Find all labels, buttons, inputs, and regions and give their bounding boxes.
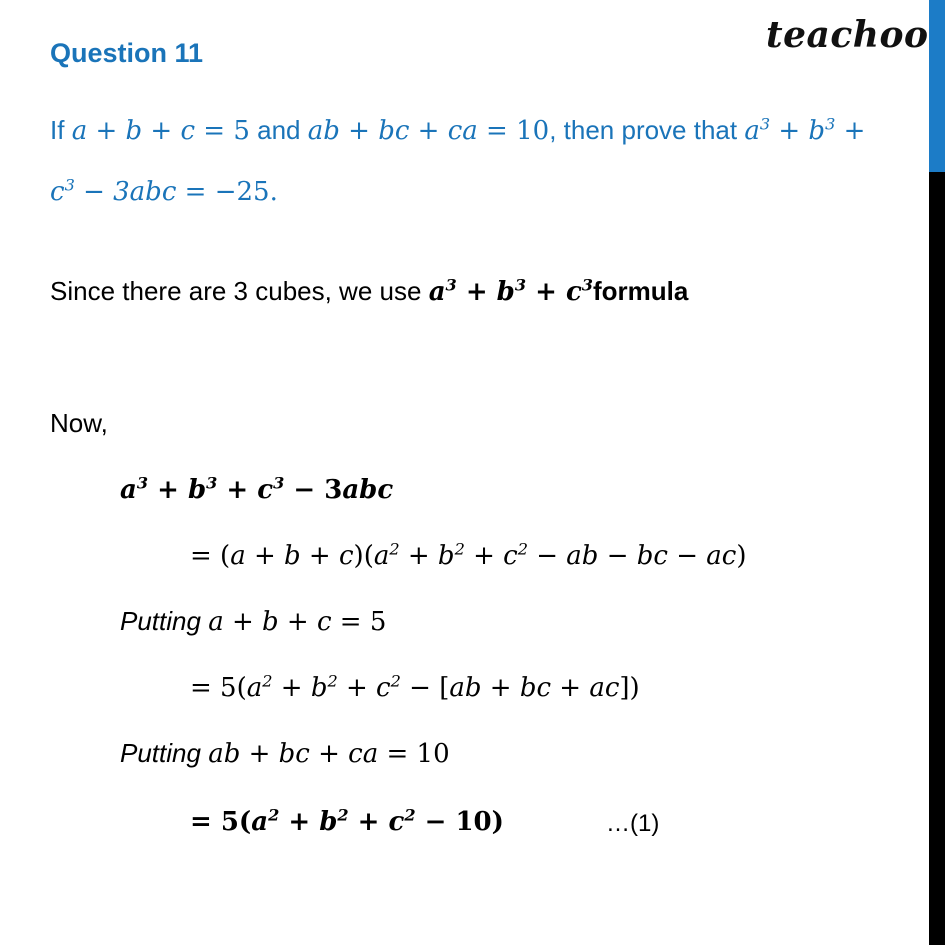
- putting-label-2: Putting: [120, 738, 201, 768]
- scrollbar-thumb[interactable]: [929, 0, 945, 172]
- math-sum-equation: a + b + c =: [71, 116, 234, 146]
- teachoo-logo: teachoo: [766, 14, 929, 56]
- putting-label-1: Putting: [120, 606, 201, 636]
- question-title: Question 11: [50, 38, 204, 68]
- math-target-identity: $a^3 + b^3 + c^3 - 3abc$ =: [50, 114, 866, 207]
- question-if: If: [50, 115, 65, 145]
- question-statement: [50, 100, 880, 222]
- math-sum-sub: a + b + c =: [208, 607, 370, 637]
- putting-pair-line: [120, 738, 450, 769]
- math-step-result: = $5(a^2 + b^2 + c^2 - 10)$: [190, 805, 504, 837]
- equation-reference: …(1): [606, 810, 660, 837]
- question-and: and: [257, 115, 301, 145]
- math-cube-sum: $a^3 + b^3 + c^3$: [428, 275, 594, 307]
- intro-text: Since there are 3 cubes, we use: [50, 276, 422, 306]
- math-step-factored: = $(a + b + c)(a^2 + b^2 + c^2$ − ab − bc − ac): [190, 539, 747, 571]
- math-step-substituted: = $5(a^2 + b^2 + c^2 - [ab$ + bc + ac]): [190, 671, 640, 703]
- now-label: Now,: [50, 408, 108, 438]
- math-pair-sub: ab + bc + ca =: [208, 739, 417, 769]
- question-then: , then prove that: [549, 115, 738, 145]
- formula-word: formula: [593, 276, 689, 306]
- math-pair-value: 10: [416, 739, 450, 769]
- putting-sum-line: [120, 606, 386, 637]
- math-expression-lhs: $a^3 + b^3 + c^3 - 3abc$: [120, 473, 394, 505]
- intro-line: [50, 276, 688, 307]
- math-pair-equation: ab + bc + ca =: [307, 116, 517, 146]
- math-sum-value: 5: [369, 607, 387, 637]
- math-ten: 10: [516, 116, 550, 146]
- math-five: 5: [233, 116, 250, 146]
- math-minus-25: −25.: [214, 177, 278, 207]
